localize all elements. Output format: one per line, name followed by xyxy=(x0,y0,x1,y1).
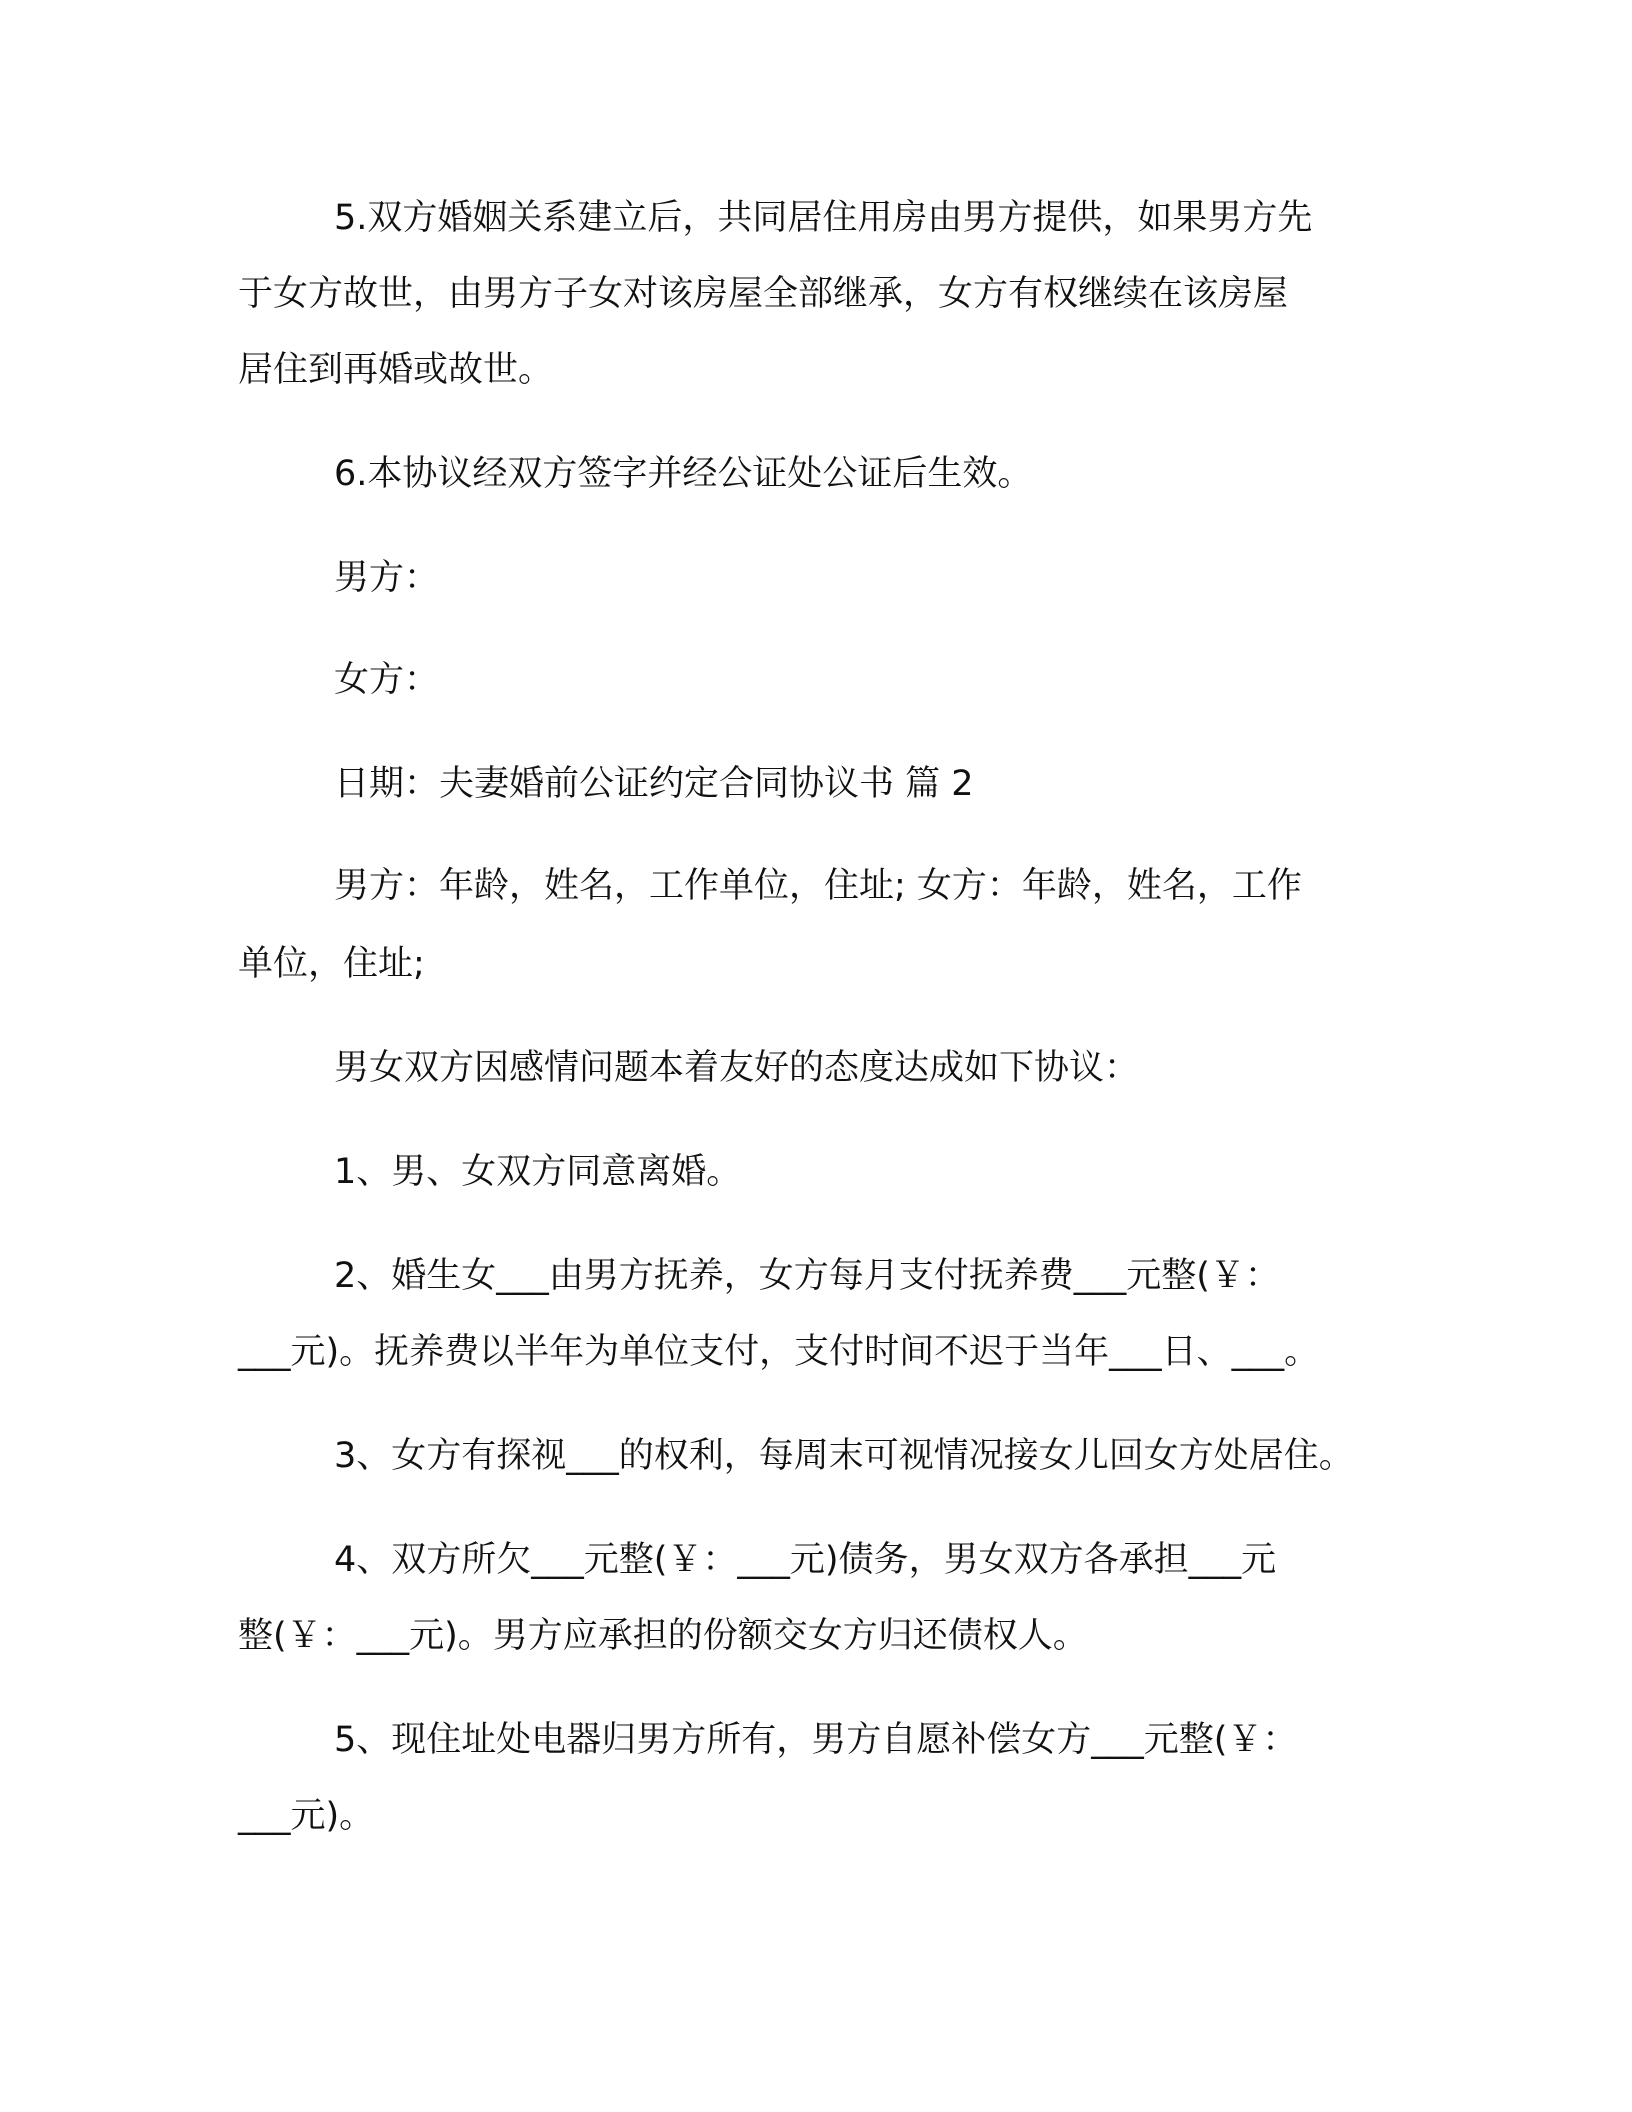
item-5-line-1: 5、现住址处电器归男方所有，男方自愿补偿女方___元整(￥： xyxy=(334,1720,1298,1760)
clause-5-line-2: 于女方故世，由男方子女对该房屋全部继承，女方有权继续在该房屋 xyxy=(238,274,1289,314)
item-1-line-1: 1、男、女双方同意离婚。 xyxy=(334,1152,742,1192)
clause-5-line-3: 居住到再婚或故世。 xyxy=(238,350,554,390)
clause-5-line-1: 5.双方婚姻关系建立后，共同居住用房由男方提供，如果男方先 xyxy=(334,198,1313,238)
item-5-line-2: ___元)。 xyxy=(238,1796,375,1836)
parties-line-1: 男方：年龄，姓名，工作单位，住址; 女方：年龄，姓名，工作 xyxy=(334,866,1302,906)
signature-female-label: 女方： xyxy=(334,660,440,700)
date-title-line: 日期：夫妻婚前公证约定合同协议书 篇 2 xyxy=(334,764,974,804)
preamble-line: 男女双方因感情问题本着友好的态度达成如下协议： xyxy=(334,1048,1140,1088)
item-2-line-2: ___元)。抚养费以半年为单位支付，支付时间不迟于当年___日、___。 xyxy=(238,1332,1320,1372)
clause-6-line-1: 6.本协议经双方签字并经公证处公证后生效。 xyxy=(334,454,1033,494)
parties-line-2: 单位，住址; xyxy=(238,944,425,984)
signature-male-label: 男方： xyxy=(334,558,440,598)
item-4-line-2: 整(￥：___元)。男方应承担的份额交女方归还债权人。 xyxy=(238,1616,1088,1656)
item-3-line-1: 3、女方有探视___的权利，每周末可视情况接女儿回女方处居住。 xyxy=(334,1436,1354,1476)
item-2-line-1: 2、婚生女___由男方抚养，女方每月支付抚养费___元整(￥： xyxy=(334,1256,1280,1296)
item-4-line-1: 4、双方所欠___元整(￥：___元)债务，男女双方各承担___元 xyxy=(334,1540,1277,1580)
